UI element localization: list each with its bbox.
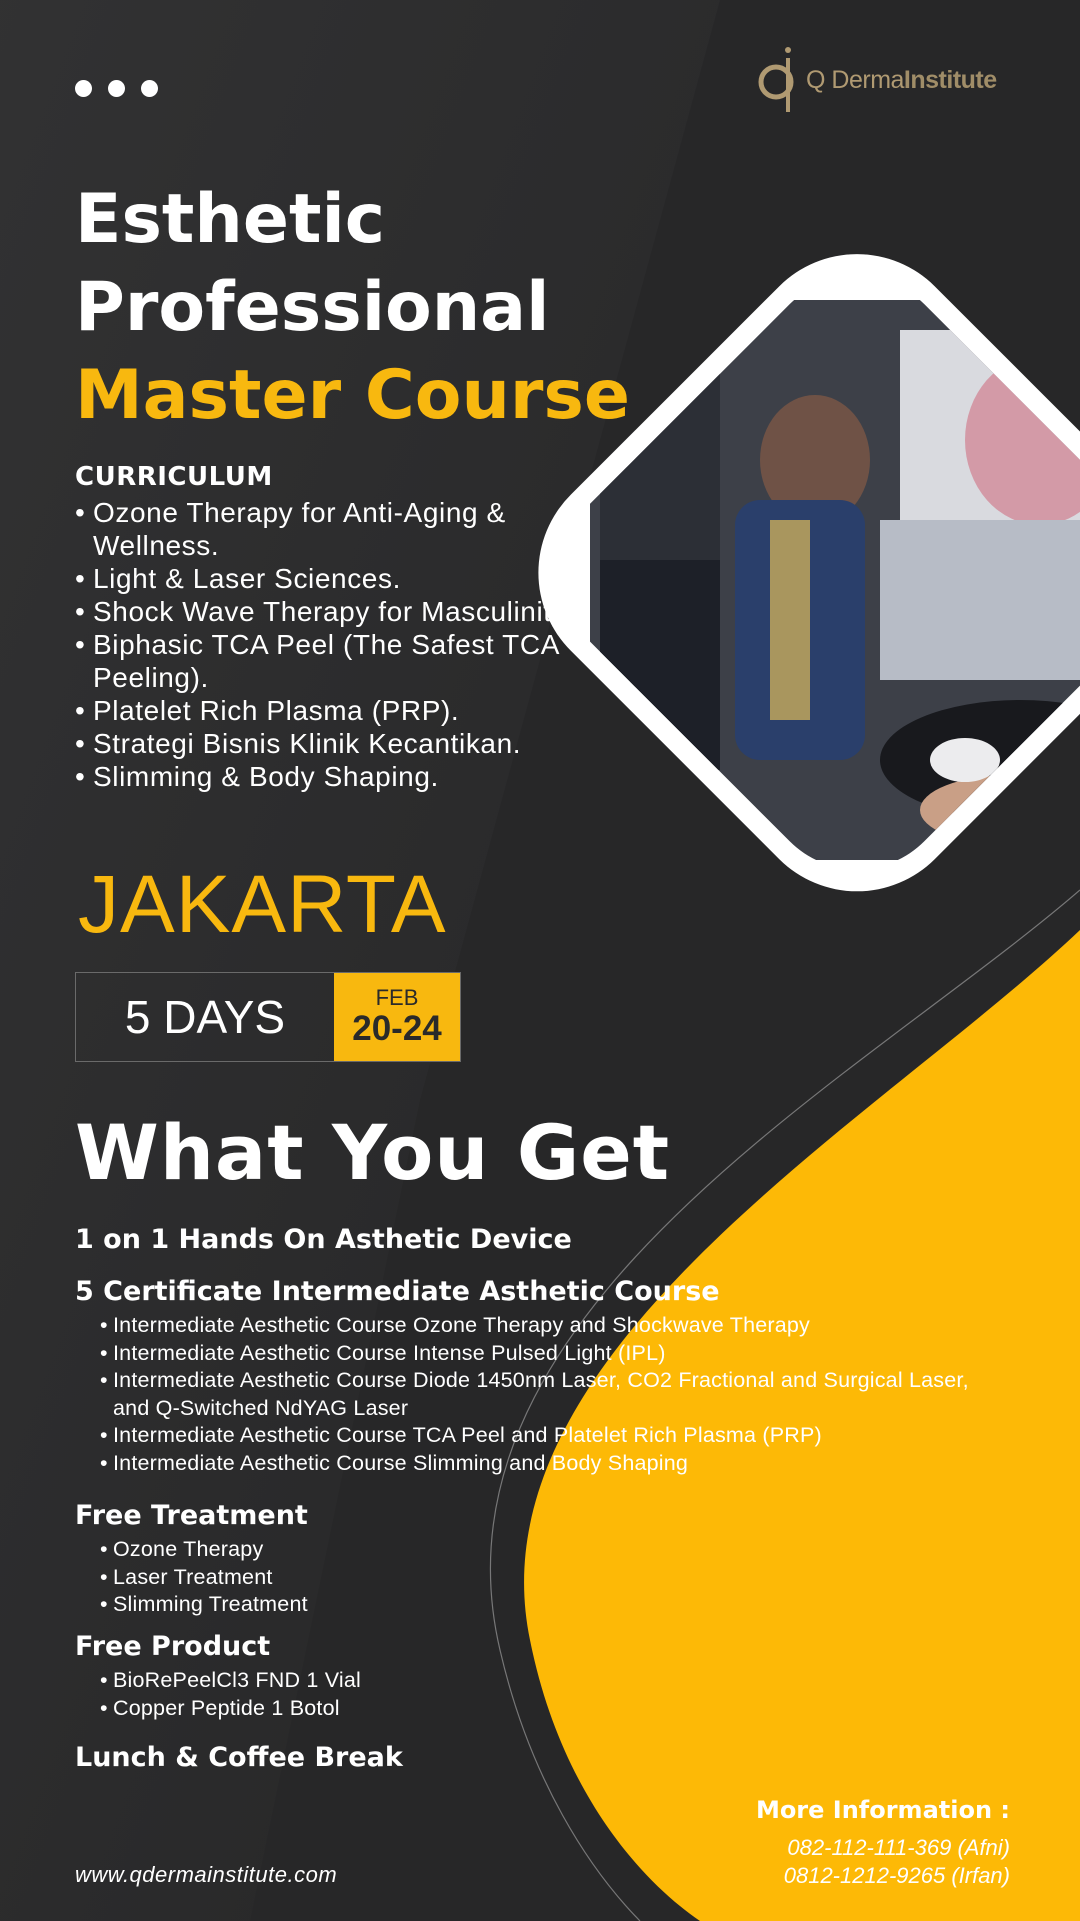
free-product-heading: Free Product: [75, 1631, 271, 1662]
curriculum-list: [75, 496, 615, 793]
list-item: • Ozone Therapy for Anti-Aging & Wellness.: [75, 496, 615, 562]
list-item: • Strategi Bisnis Klinik Kecantikan.: [75, 727, 615, 760]
list-item: • Copper Peptide 1 Botol: [100, 1695, 361, 1723]
hands-on-heading: 1 on 1 Hands On Asthetic Device: [75, 1224, 572, 1255]
curriculum-heading: CURRICULUM: [75, 462, 273, 492]
logo-institute: Institute: [903, 65, 997, 94]
phone-link[interactable]: 082-112-111-369 (Afni): [787, 1835, 1010, 1860]
phone-link[interactable]: 0812-1212-9265 (Irfan): [783, 1863, 1010, 1888]
event-duration: 5 DAYS: [124, 991, 286, 1043]
free-treatment-section: [75, 1500, 308, 1619]
dot: [75, 80, 92, 97]
certificate-list: [75, 1312, 973, 1477]
contact-heading: More Information :: [755, 1796, 1010, 1824]
list-item: • Intermediate Aesthetic Course Diode 1450nm Laser, CO2 Fractional and Surgical Laser, and Q-Switched NdYAG Laser: [100, 1367, 973, 1422]
event-city: JAKARTA: [78, 859, 447, 950]
list-item: • Biphasic TCA Peel (The Safest TCA Peeling).: [75, 628, 615, 694]
hands-on-section: [75, 1224, 572, 1256]
curriculum-section: [75, 462, 615, 793]
list-item: • Laser Treatment: [100, 1564, 308, 1592]
date-box: [75, 972, 461, 1062]
list-item: • Intermediate Aesthetic Course Slimming and Body Shaping: [100, 1450, 973, 1478]
certificate-section: [75, 1276, 973, 1477]
title-line-3: Master Course: [75, 356, 631, 435]
course-title: [75, 176, 630, 440]
list-item: • BioRePeelCl3 FND 1 Vial: [100, 1667, 361, 1695]
free-product-section: [75, 1631, 361, 1722]
list-item: • Slimming Treatment: [100, 1591, 308, 1619]
list-item: • Light & Laser Sciences.: [75, 562, 615, 595]
logo-q: Q: [806, 65, 825, 94]
product-list: [75, 1667, 361, 1722]
lunch-section: [75, 1742, 403, 1774]
certificate-heading: 5 Certificate Intermediate Asthetic Course: [75, 1276, 720, 1307]
free-treatment-heading: Free Treatment: [75, 1500, 308, 1531]
contact-info: [756, 1796, 1010, 1890]
event-range: 20-24: [352, 1009, 442, 1048]
list-item: • Platelet Rich Plasma (PRP).: [75, 694, 615, 727]
dot: [108, 80, 125, 97]
website-link[interactable]: www.qdermainstitute.com: [75, 1862, 338, 1887]
list-item: • Shock Wave Therapy for Masculinity.: [75, 595, 615, 628]
event-month: FEB: [375, 985, 419, 1010]
list-item: • Intermediate Aesthetic Course Ozone Therapy and Shockwave Therapy: [100, 1312, 973, 1340]
q-derma-logo: [756, 44, 997, 116]
dot: [141, 80, 158, 97]
title-line-2: Professional: [75, 268, 550, 347]
event-date: [334, 973, 460, 1061]
list-item: • Intermediate Aesthetic Course Intense Pulsed Light (IPL): [100, 1340, 973, 1368]
title-line-1: Esthetic: [75, 180, 386, 259]
what-you-get-heading: What You Get: [75, 1108, 671, 1197]
lunch-heading: Lunch & Coffee Break: [75, 1742, 403, 1773]
logo-mark-icon: [756, 44, 800, 116]
list-item: • Ozone Therapy: [100, 1536, 308, 1564]
list-item: • Intermediate Aesthetic Course TCA Peel and Platelet Rich Plasma (PRP): [100, 1422, 973, 1450]
list-item: • Slimming & Body Shaping.: [75, 760, 615, 793]
three-dots-icon[interactable]: [75, 80, 158, 97]
logo-derma: Derma: [831, 65, 904, 94]
logo-text: [806, 66, 997, 95]
treatment-list: [75, 1536, 308, 1619]
